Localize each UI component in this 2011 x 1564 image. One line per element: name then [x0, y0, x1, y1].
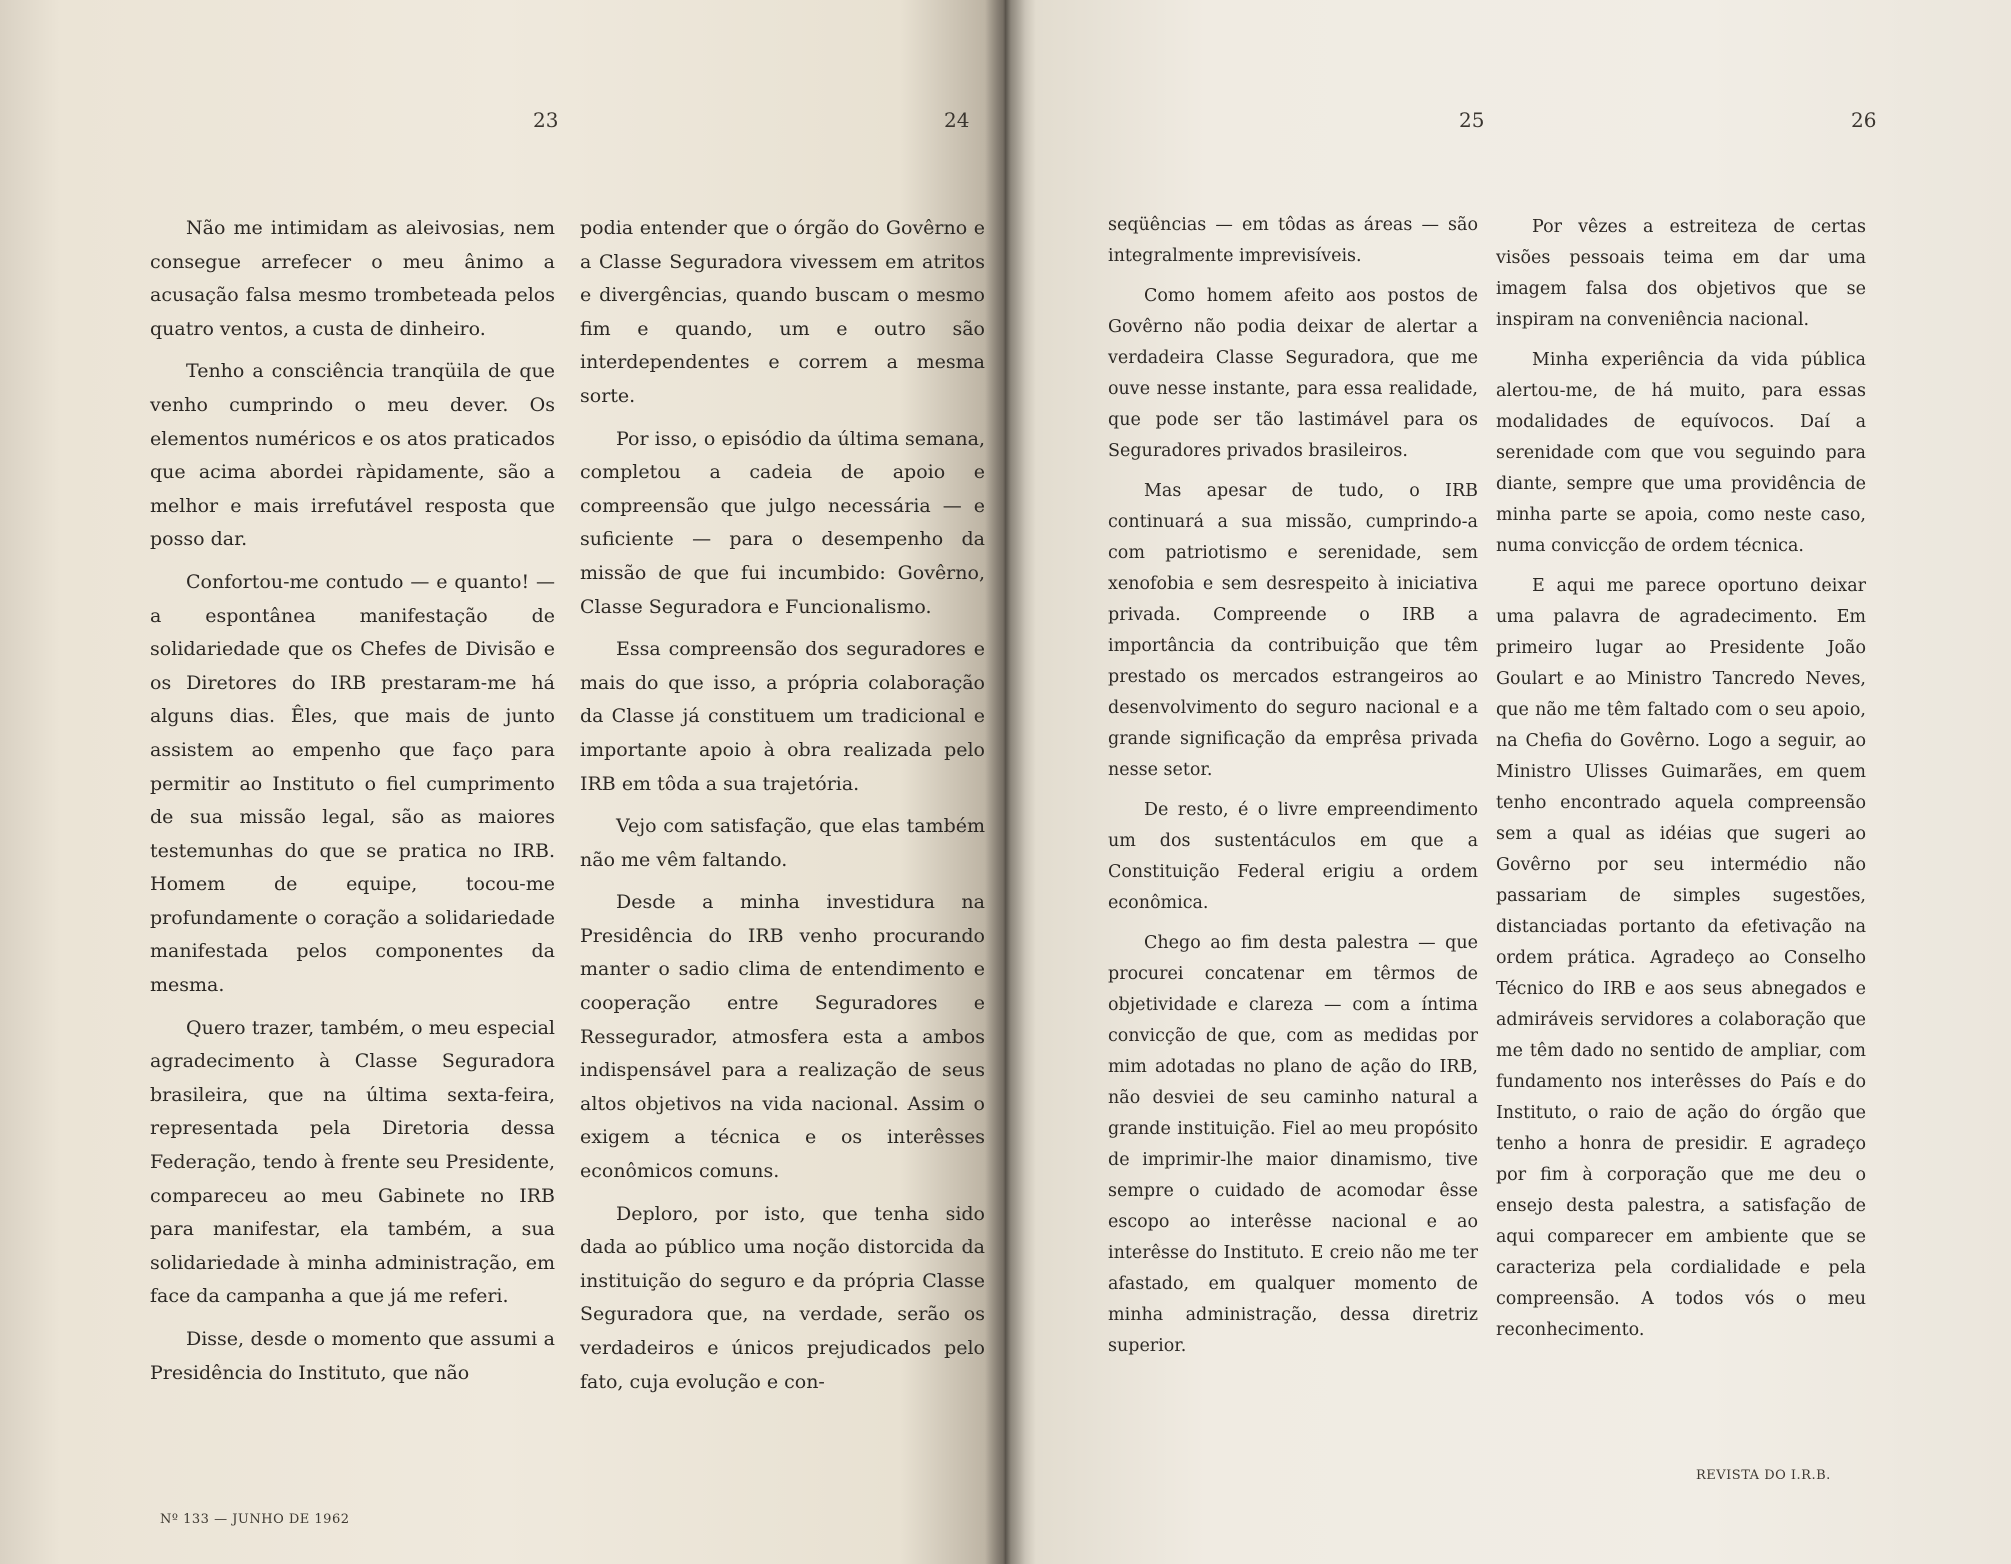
right-page	[1006, 0, 2011, 1564]
paragraph: Chego ao fim desta palestra — que procurei concatenar em têrmos de objetividade e clareza — com a íntima convicção de que, com as medidas por mim adotadas no plano de ação do IRB, não desviei de seu caminho natural a grande instituição. Fiel ao meu propósito de imprimir-lhe maior dinamismo, tive sempre o cuidado de acomodar êsse escopo ao interêsse nacional e ao interêsse do Instituto. E creio não me ter afastado, em qualquer momento de minha administração, dessa diretriz superior.	[1108, 933, 1478, 1356]
paragraph: Deploro, por isto, que tenha sido dada ao público uma noção distorcida da instituição do seguro e da própria Classe Seguradora que, na verdade, serão os verdadeiros e únicos prejudicados pelo fato, cuja evolução e con-	[580, 1202, 985, 1393]
page-number-23: 23	[533, 108, 559, 132]
paragraph: De resto, é o livre empreendimento um dos sustentáculos em que a Constituição Federal erigiu a ordem econômica.	[1108, 800, 1478, 913]
paragraph: Desde a minha investidura na Presidência do IRB venho procurando manter o sadio clima de entendimento e cooperação entre Seguradores e Ressegurador, atmosfera esta a ambos indispensável para a realização de seus altos objetivos na vida nacional. Assim o exigem a técnica e os interêsses econômicos comuns.	[580, 891, 985, 1183]
paragraph: Por vêzes a estreiteza de certas visões pessoais teima em dar uma imagem falsa dos objetivos que se inspiram na conveniência nacional.	[1496, 217, 1866, 330]
page-number-25: 25	[1459, 108, 1485, 132]
column-page-23	[150, 212, 555, 1399]
page-number-24: 24	[944, 108, 970, 132]
paragraph: Não me intimidam as aleivosias, nem consegue arrefecer o meu ânimo a acusação falsa mesmo trombeteada pelos quatro ventos, a custa de dinheiro.	[150, 217, 555, 340]
column-page-24	[580, 212, 985, 1408]
paragraph: Disse, desde o momento que assumi a Presidência do Instituto, que não	[150, 1328, 555, 1384]
paragraph: Confortou-me contudo — e quanto! — a espontânea manifestação de solidariedade que os Chefes de Divisão e os Diretores do IRB prestaram-me há alguns dias. Êles, que mais de junto assistem ao empenho que faço para permitir ao Instituto o fiel cumprimento de sua missão legal, são as maiores testemunhas do que se pratica no IRB. Homem de equipe, tocou-me profundamente o coração a solidariedade manifestada pelos componentes da mesma.	[150, 570, 555, 997]
column-page-25	[1108, 210, 1478, 1371]
paragraph: E aqui me parece oportuno deixar uma palavra de agradecimento. Em primeiro lugar ao Presidente João Goulart e ao Ministro Tancredo Neves, que não me têm faltado com o seu apoio, na Chefia do Govêrno. Logo a seguir, ao Ministro Ulisses Guimarães, em quem tenho encontrado aquela compreensão sem a qual as idéias que sugeri ao Govêrno por seu intermédio não passariam de simples sugestões, distanciadas portanto da efetivação na ordem prática. Agradeço ao Conselho Técnico do IRB e aos seus abnegados e admiráveis servidores a colaboração que me têm dado no sentido de ampliar, com fundamento nos interêsses do País e do Instituto, o raio de ação do órgão que tenho a honra de presidir. E agradeço por fim à corporação que me deu o ensejo desta palestra, a satisfação de aqui comparecer em ambiente que se caracteriza pela cordialidade e pela compreensão. A todos vós o meu reconhecimento.	[1496, 576, 1866, 1340]
footer-issue: Nº 133 — JUNHO DE 1962	[160, 1512, 350, 1527]
paragraph: Mas apesar de tudo, o IRB continuará a sua missão, cumprindo-a com patriotismo e serenidade, sem xenofobia e sem desrespeito à iniciativa privada. Compreende o IRB a importância da contribuição que têm prestado os mercados estrangeiros ao desenvolvimento do seguro nacional e a grande significação da emprêsa privada nesse setor.	[1108, 481, 1478, 780]
paragraph: Quero trazer, também, o meu especial agradecimento à Classe Seguradora brasileira, que na última sexta-feira, representada pela Diretoria dessa Federação, tendo à frente seu Presidente, compareceu ao meu Gabinete no IRB para manifestar, ela também, a sua solidariedade à minha administração, em face da campanha a que já me referi.	[150, 1016, 555, 1308]
page-number-26: 26	[1851, 108, 1877, 132]
paragraph: seqüências — em tôdas as áreas — são integralmente imprevisíveis.	[1108, 215, 1478, 266]
book-gutter	[985, 0, 1025, 1564]
paragraph: Por isso, o episódio da última semana, completou a cadeia de apoio e compreensão que julgo necessária — e suficiente — para o desempenho da missão de que fui incumbido: Govêrno, Classe Seguradora e Funcionalismo.	[580, 427, 985, 618]
paragraph: podia entender que o órgão do Govêrno e a Classe Seguradora vivessem em atritos e divergências, quando buscam o mesmo fim e quando, um e outro são interdependentes e correm a mesma sorte.	[580, 217, 985, 407]
footer-journal: REVISTA DO I.R.B.	[1696, 1468, 1831, 1483]
paragraph: Essa compreensão dos seguradores e mais do que isso, a própria colaboração da Classe já constituem um tradicional e importante apoio à obra realizada pelo IRB em tôda a sua trajetória.	[580, 638, 985, 795]
column-page-26	[1496, 212, 1866, 1355]
paragraph: Minha experiência da vida pública alertou-me, de há muito, para essas modalidades de equívocos. Daí a serenidade com que vou seguindo para diante, sempre que uma providência de minha parte se apoia, como neste caso, numa convicção de ordem técnica.	[1496, 350, 1866, 556]
paragraph: Vejo com satisfação, que elas também não me vêm faltando.	[580, 815, 985, 871]
paragraph: Como homem afeito aos postos de Govêrno não podia deixar de alertar a verdadeira Classe Seguradora, que me ouve nesse instante, para essa realidade, que pode ser tão lastimável para os Seguradores privados brasileiros.	[1108, 286, 1478, 461]
paragraph: Tenho a consciência tranqüila de que venho cumprindo o meu dever. Os elementos numéricos e os atos praticados que acima abordei ràpidamente, são a melhor e mais irrefutável resposta que posso dar.	[150, 360, 555, 551]
